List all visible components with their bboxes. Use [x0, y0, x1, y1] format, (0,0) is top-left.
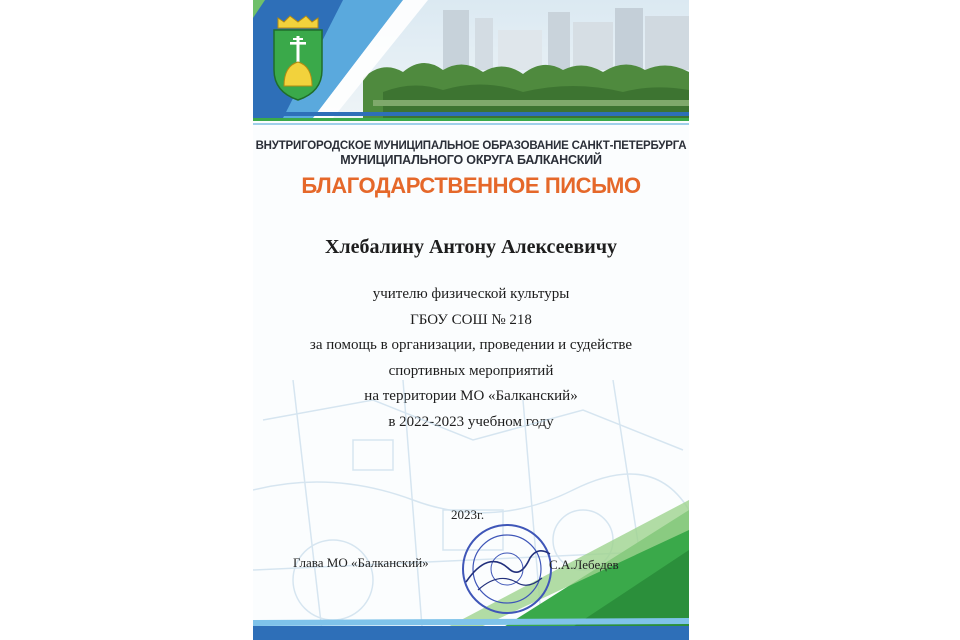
- document-year: 2023г.: [451, 507, 485, 522]
- official-stamp-icon: [458, 520, 556, 618]
- signatory-name: С.А.Лебедев: [549, 557, 619, 572]
- body-line: в 2022-2023 учебном году: [388, 413, 554, 430]
- organization-line-1: ВНУТРИГОРОДСКОЕ МУНИЦИПАЛЬНОЕ ОБРАЗОВАНИЕ САНКТ-ПЕТЕРБУРГА: [255, 140, 687, 152]
- body-line: учителю физической культуры: [372, 286, 570, 302]
- coat-of-arms-icon: [268, 14, 328, 102]
- body-line: на территории МО «Балканский»: [364, 388, 578, 404]
- signatory-position: Глава МО «Балканский»: [293, 555, 429, 570]
- document-title: БЛАГОДАРСТВЕННОЕ ПИСЬМО: [301, 173, 641, 198]
- recipient-name: Хлебалину Антону Алексеевичу: [324, 236, 618, 258]
- certificate-page: [253, 0, 689, 640]
- organization-line-2: МУНИЦИПАЛЬНОГО ОКРУГА БАЛКАНСКИЙ: [340, 153, 602, 167]
- header-banner: [253, 0, 689, 118]
- body-line: ГБОУ СОШ № 218: [410, 311, 532, 328]
- header-stripes: [253, 112, 689, 134]
- body-line: спортивных мероприятий: [388, 362, 554, 379]
- body-line: за помощь в организации, проведении и судействе: [309, 337, 633, 353]
